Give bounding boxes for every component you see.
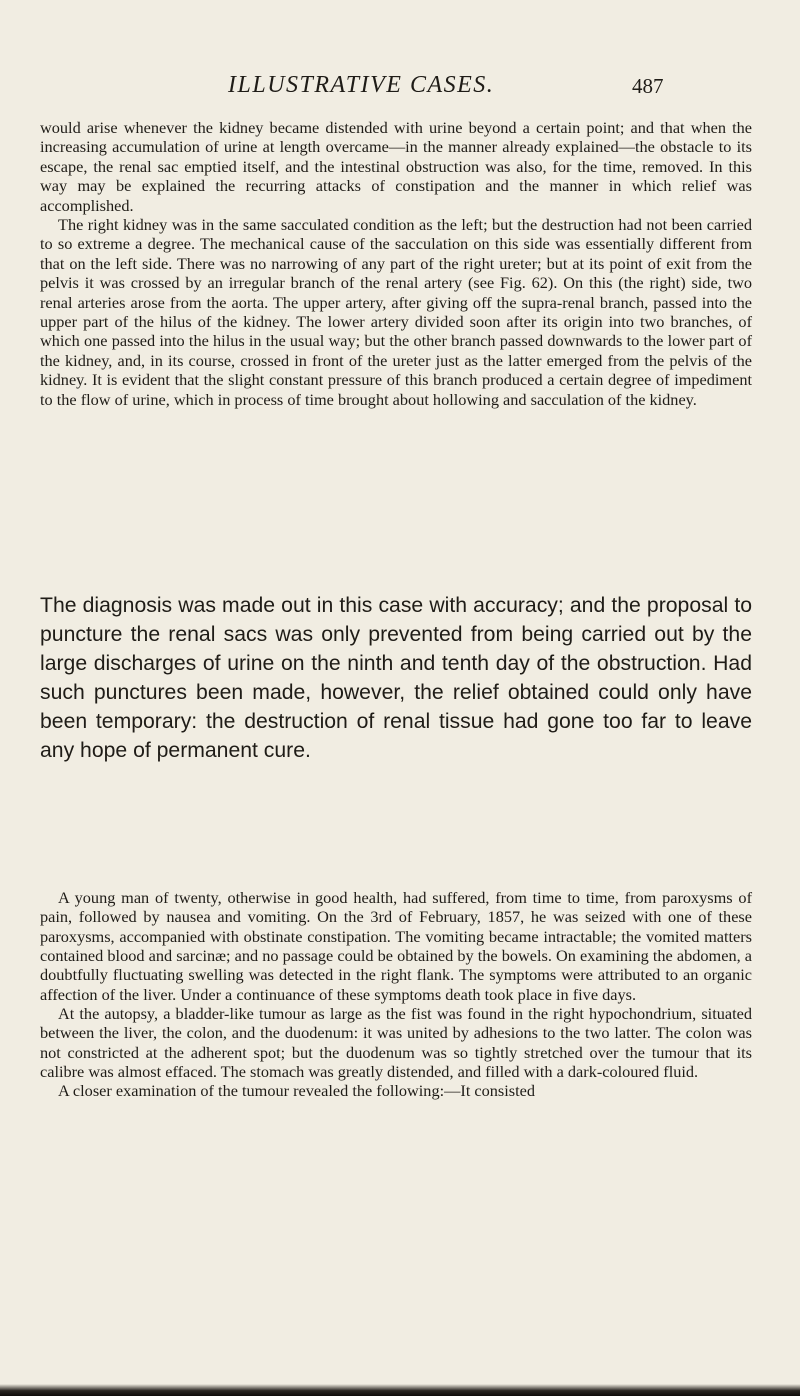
case-paragraph [40,888,752,1101]
running-title: ILLUSTRATIVE CASES. [228,72,495,98]
running-head [0,72,800,102]
page-number: 487 [632,74,664,98]
page-bottom-edge [0,1384,800,1396]
paragraph-text: A young man of twenty, otherwise in good health, had suffered, from time to time, from paroxysms of pain, followed by nausea and vomiting. On the 3rd of February, 1857, he was seized with one of these paroxysms, accompanied with obstinate constipation. The vomiting became intractable; the vomited matters contained blood and sarcinæ; and no passage could be obtained by the bowels. On examining the abdomen, a doubtfully fluctuating swelling was detected in the right flank. The symptoms were attributed to an organic affection of the liver. Under a continuance of these symptoms death took place in five days. [40,888,752,1004]
paragraph-continued [40,118,752,409]
paragraph-text: The right kidney was in the same sacculated condition as the left; but the destruction had not been carried to so extreme a degree. The mechanical cause of the sacculation on this side was essentially different from that on the left side. There was no narrowing of any part of the right ureter; but at its point of exit from the pelvis it was crossed by an irregular branch of the renal artery (see Fig. 62). On this (the right) side, two renal arteries arose from the aorta. The upper artery, after giving off the supra-renal branch, passed into the upper part of the hilus of the kidney. The lower artery divided soon after its origin into two branches, of which one passed into the hilus in the usual way; but the other branch passed downwards to the lower part of the kidney, and, in its course, crossed in front of the ureter just as the latter emerged from the pelvis of the kidney. It is evident that the slight constant pressure of this branch produced a certain degree of impediment to the flow of urine, which in process of time brought about hollowing and sacculation of the kidney. [40,215,752,409]
paragraph-text: At the autopsy, a bladder-like tumour as large as the fist was found in the right hypochondrium, situated between the liver, the colon, and the duodenum: it was united by adhesions to the two latter. The colon was not constricted at the adherent spot; but the duodenum was so tightly stretched over the tumour that its calibre was almost effaced. The stomach was greatly distended, and filled with a dark-coloured fluid. [40,1004,752,1082]
paragraph-text: would arise whenever the kidney became distended with urine beyond a certain point; and that when the increasing accumulation of urine at length overcame—in the manner already explained—the obstacle to its escape, the renal sac emptied itself, and the intestinal obstruction was also, for the time, removed. In this way may be explained the recurring attacks of constipation and the manner in which relief was accomplished. [40,118,752,215]
paragraph-text: A closer examination of the tumour revealed the following:—It consisted [58,1081,536,1101]
diagnosis-paragraph: The diagnosis was made out in this case with accuracy; and the proposal to puncture the renal sacs was only prevented from being carried out by the large discharges of urine on the ninth and tenth day of the obstruction. Had such punctures been made, however, the relief obtained could only have been temporary: the destruction of renal tissue had gone too far to leave any hope of permanent cure. [40,594,752,762]
